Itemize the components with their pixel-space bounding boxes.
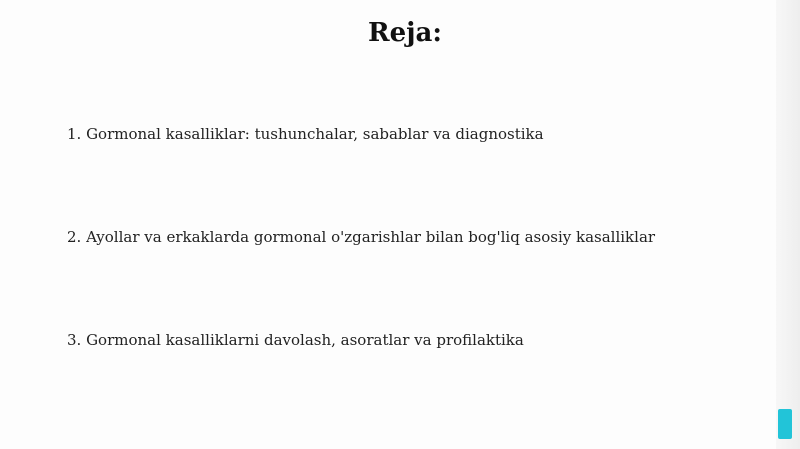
- plan-item-2: 2. Ayollar va erkaklarda gormonal o'zgarishlar bilan bog'liq asosiy kasalliklar: [67, 228, 656, 246]
- plan-item-1: 1. Gormonal kasalliklar: tushunchalar, sabablar va diagnostika: [67, 125, 544, 143]
- slide-title: Reja:: [367, 18, 442, 48]
- scroll-thumb[interactable]: [778, 409, 792, 439]
- plan-item-3: 3. Gormonal kasalliklarni davolash, asoratlar va profilaktika: [67, 331, 524, 349]
- scroll-track[interactable]: [776, 0, 800, 449]
